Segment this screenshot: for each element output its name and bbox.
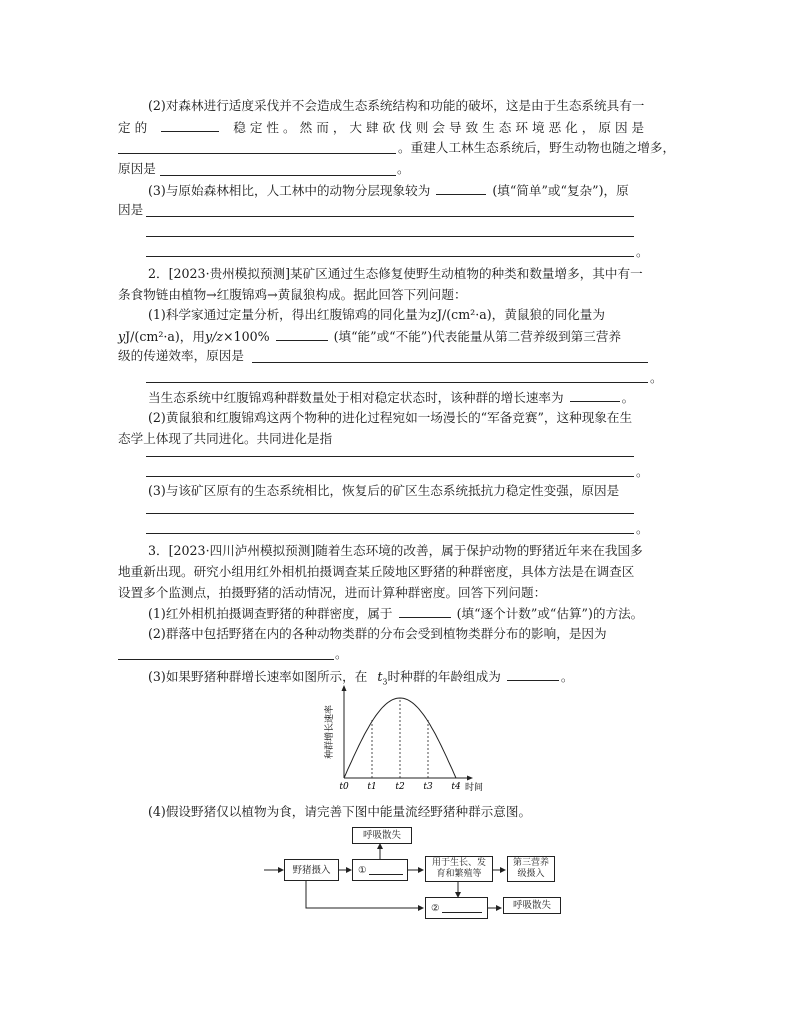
q2-s1-line2 xyxy=(118,328,621,345)
period: 。 xyxy=(621,390,635,405)
q2-s1-line2-b: ×100% xyxy=(223,329,270,344)
respiration-loss-top-box: 呼吸散失 xyxy=(352,827,412,844)
fraction-y-over-z: y/z xyxy=(205,329,223,344)
growth-box: 用于生长、发育和繁殖等 xyxy=(425,856,493,882)
variable-z: z xyxy=(430,307,437,322)
answer-blank[interactable] xyxy=(570,389,620,402)
respiration-loss-bottom-box: 呼吸散失 xyxy=(503,897,561,914)
q2-s1-line1-prefix: (1)科学家通过定量分析，得出红腹锦鸡的同化量为 xyxy=(148,307,431,322)
answer-blank[interactable] xyxy=(507,668,559,681)
x-tick-label: t4 xyxy=(451,782,461,792)
period: 。 xyxy=(650,370,663,385)
chart-ylabel: 种群增长速率 xyxy=(325,704,335,760)
answer-line[interactable] xyxy=(252,362,648,363)
chart-xlabel: 时间 xyxy=(465,783,484,793)
answer-line[interactable] xyxy=(146,382,648,383)
q2-s2-line2: 态学上体现了共同进化。共同进化是指 xyxy=(118,431,333,446)
period: 。 xyxy=(560,669,574,684)
q3-stem-line2: 地重新出现。研究小组用红外相机拍摄调查某丘陵地区野猪的种群密度，具体方法是在调查区 xyxy=(118,564,635,579)
q2-s1-line2-a: J/(cm²·a)，用 xyxy=(125,329,205,344)
growth-rate-chart xyxy=(318,684,498,794)
answer-line[interactable] xyxy=(146,476,634,477)
q-a-p2-line1: (2)对森林进行适度采伐并不会造成生态系统结构和功能的破坏，这是由于生态系统具有一 xyxy=(148,98,645,113)
q2-s1-line5-text: 当生态系统中红腹锦鸡种群数量处于相对稳定状态时，该种群的增长速率为 xyxy=(148,390,564,405)
third-trophic-level-box: 第三营养级摄入 xyxy=(507,856,555,882)
answer-line[interactable] xyxy=(146,236,634,237)
q-a-p2-line3: 。重建人工林生态系统后，野生动物也随之增多， xyxy=(398,140,676,155)
answer-line[interactable] xyxy=(146,513,634,514)
q2-stem-line2: 条食物链由植物→红腹锦鸡→黄鼠狼构成。据此回答下列问题： xyxy=(118,287,467,302)
answer-blank[interactable] xyxy=(399,605,451,618)
y-axis-arrow xyxy=(342,685,347,691)
answer-line[interactable] xyxy=(118,153,396,154)
period: 。 xyxy=(636,244,649,259)
answer-blank[interactable] xyxy=(276,328,328,341)
x-tick-label: t1 xyxy=(367,782,377,792)
q-a-p2-line4: 原因是 xyxy=(118,161,156,176)
variable-y: y xyxy=(118,329,126,344)
q-a-p3-line1 xyxy=(148,182,629,199)
q3-s2-line1: (2)群落中包括野猪在内的各种动物类群的分布会受到植物类群分布的影响，是因为 xyxy=(148,626,607,641)
q3-s1-prefix: (1)红外相机拍摄调查野猪的种群密度，属于 xyxy=(148,606,393,621)
node-1-label: ① xyxy=(358,864,367,876)
period: 。 xyxy=(636,521,649,536)
period: 。 xyxy=(397,161,410,176)
q-a-p2-line2-suffix: 稳 定 性 。 然 而 ， 大 肆 砍 伐 则 会 导 致 生 态 环 境 恶 化 ， 原 因 是 xyxy=(233,120,645,135)
q-a-p2-line2-prefix: 定 的 xyxy=(118,120,148,135)
q2-s1-line5 xyxy=(148,389,634,406)
q3-s4: (4)假设野猪仅以植物为食，请完善下图中能量流经野猪种群示意图。 xyxy=(148,804,532,819)
q3-s3-suffix: 时种群的年龄组成为 xyxy=(387,669,501,684)
q-a-p3-line1-prefix: (3)与原始森林相比，人工林中的动物分层现象较为 xyxy=(148,183,431,198)
arrow-ingest-to-2 xyxy=(306,881,423,908)
q-a-p3-line2: 因是 xyxy=(118,202,144,217)
period: 。 xyxy=(335,646,348,661)
q2-s1-line1-suffix: J/(cm²·a)，黄鼠狼的同化量为 xyxy=(436,307,605,322)
x-tick-label: t3 xyxy=(423,782,433,792)
answer-line[interactable] xyxy=(160,175,396,176)
q2-stem-line1: 2．[2023·贵州模拟预测]某矿区通过生态修复使野生动植物的种类和数量增多，其中有一 xyxy=(148,266,643,281)
variable-t: t xyxy=(377,669,383,684)
q2-s2-line1: (2)黄鼠狼和红腹锦鸡这两个物种的进化过程宛如一场漫长的“军备竞赛”，这种现象在生 xyxy=(148,410,633,425)
q2-s1-line2-c: (填“能”或“不能”)代表能量从第二营养级到第三营养 xyxy=(333,329,622,344)
q-a-p3-line1-suffix: (填“简单”或“复杂”)，原 xyxy=(492,183,629,198)
q3-s1-suffix: (填“逐个计数”或“估算”)的方法。 xyxy=(456,606,644,621)
q3-stem-line3: 设置多个监测点，拍摄野猪的活动情况，进而计算种群密度。回答下列问题： xyxy=(118,585,547,600)
node-2-label: ② xyxy=(431,902,440,914)
q2-s1-line1 xyxy=(148,307,605,323)
answer-line[interactable] xyxy=(146,456,634,457)
answer-blank[interactable] xyxy=(161,119,219,132)
x-axis-arrow xyxy=(467,776,473,781)
x-tick-label: t2 xyxy=(395,782,405,792)
answer-blank[interactable] xyxy=(442,903,482,913)
q3-s3-prefix: (3)如果野猪种群增长速率如图所示，在 xyxy=(148,669,368,684)
period: 。 xyxy=(636,464,649,479)
answer-line[interactable] xyxy=(146,256,634,257)
answer-blank[interactable] xyxy=(369,865,403,875)
answer-line[interactable] xyxy=(118,659,334,660)
q2-s1-line3: 级的传递效率，原因是 xyxy=(118,348,244,363)
q2-s3-line1: (3)与该矿区原有的生态系统相比，恢复后的矿区生态系统抵抗力稳定性变强，原因是 xyxy=(148,483,620,498)
q3-stem-line1: 3．[2023·四川泸州模拟预测]随着生态环境的改善，属于保护动物的野猪近年来在我国多 xyxy=(148,543,643,558)
x-tick-label: t0 xyxy=(339,782,349,792)
node-2-box xyxy=(425,897,488,919)
pig-ingestion-box: 野猪摄入 xyxy=(284,859,339,881)
answer-line[interactable] xyxy=(146,216,634,217)
q3-s1 xyxy=(148,605,643,622)
answer-line[interactable] xyxy=(146,533,634,534)
q-a-p2-line2 xyxy=(118,119,644,136)
subscript: 3 xyxy=(382,677,388,687)
node-1-box xyxy=(352,859,408,881)
answer-blank[interactable] xyxy=(436,182,486,195)
